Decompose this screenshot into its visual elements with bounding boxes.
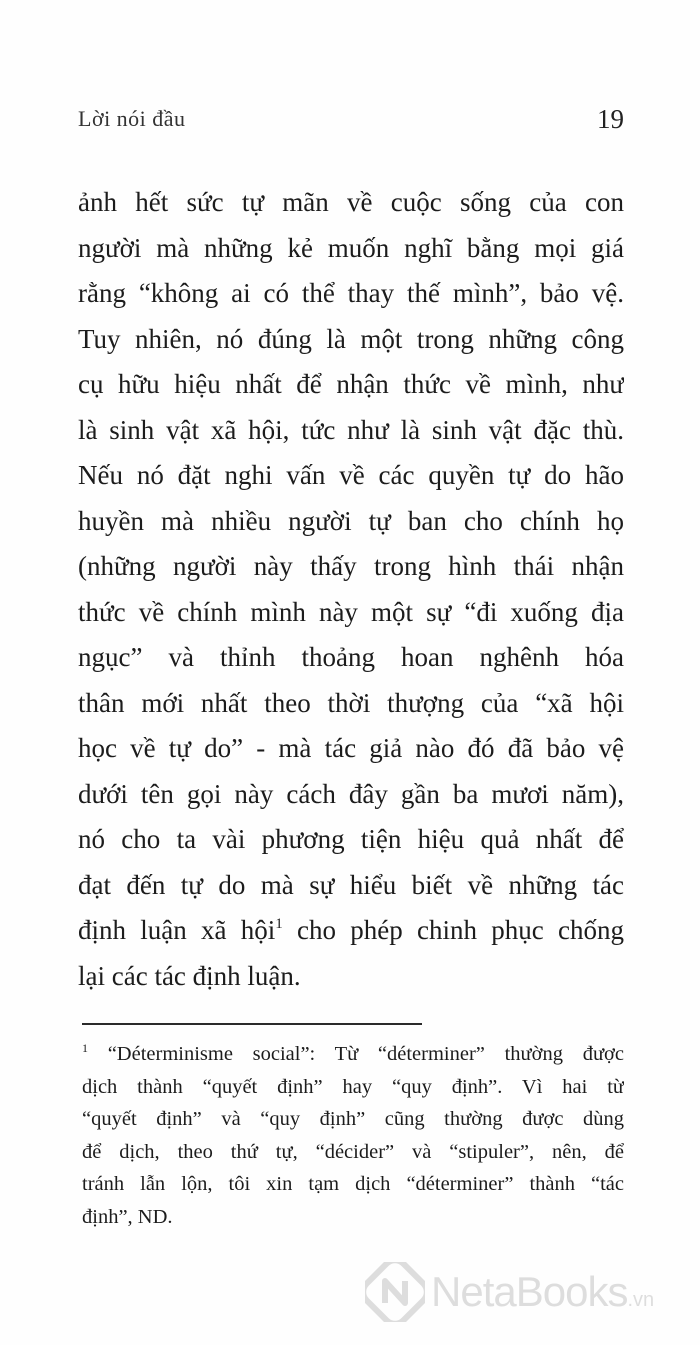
body-line-part: cho phép chinh phục chống [282, 915, 624, 945]
running-title: Lời nói đầu [78, 106, 186, 131]
footnote [82, 1038, 624, 1233]
footnote-line: dịch thành “quyết định” hay “quy định”. Vì hai từ [82, 1075, 624, 1098]
footnote-line [82, 1038, 624, 1071]
body-line: lại các tác định luận. [78, 960, 301, 991]
body-line: Tuy nhiên, nó đúng là một trong những công [78, 323, 624, 354]
footnote-line: tránh lẫn lộn, tôi xin tạm dịch “déterminer” thành “tác [82, 1173, 624, 1195]
watermark-brand: NetaBooks [431, 1268, 628, 1315]
body-line: ảnh hết sức tự mãn về cuộc sống của con [78, 187, 624, 217]
footnote-reference[interactable]: 1 [275, 916, 283, 932]
page-header [78, 106, 624, 142]
body-line: rằng “không ai có thể thay thế mình”, bảo vệ. [78, 278, 624, 308]
footnote-separator [82, 1023, 422, 1025]
footnote-line: để dịch, theo thứ tự, “décider” và “stipuler”, nên, để [82, 1140, 624, 1163]
watermark [365, 1262, 695, 1322]
body-line: huyền mà nhiều người tự ban cho chính họ [78, 505, 624, 536]
body-line-part: định luận xã hội [78, 915, 276, 945]
footnote-line: “quyết định” và “quy định” cũng thường được dùng [82, 1108, 624, 1130]
watermark-tld: .vn [627, 1289, 655, 1311]
page-number: 19 [597, 104, 624, 134]
body-line: học về tự do” - mà tác giả nào đó đã bảo vệ [78, 733, 624, 763]
body-text [78, 180, 624, 999]
footnote-marker: 1 [82, 1041, 88, 1055]
body-line: (những người này thấy trong hình thái nhận [78, 551, 624, 581]
body-line-with-footnote [78, 908, 624, 954]
body-line: nó cho ta vài phương tiện hiệu quả nhất để [78, 824, 624, 854]
body-line: ngục” và thỉnh thoảng hoan nghênh hóa [78, 642, 624, 672]
footnote-line-part: “Déterminisme social”: Từ “déterminer” thường được [88, 1043, 624, 1065]
watermark-text [431, 1268, 654, 1316]
body-line: là sinh vật xã hội, tức như là sinh vật đặc thù. [78, 414, 624, 445]
netabooks-logo-icon [365, 1262, 425, 1322]
footnote-line: định”, ND. [82, 1205, 173, 1228]
body-line: thức về chính mình này một sự “đi xuống địa [78, 596, 624, 627]
body-line: Nếu nó đặt nghi vấn về các quyền tự do hão [78, 460, 624, 490]
body-line: người mà những kẻ muốn nghĩ bằng mọi giá [78, 232, 624, 263]
body-line: dưới tên gọi này cách đây gần ba mươi năm), [78, 778, 624, 809]
body-line: đạt đến tự do mà sự hiểu biết về những tác [78, 869, 624, 900]
body-line: cụ hữu hiệu nhất để nhận thức về mình, như [78, 369, 624, 399]
body-line: thân mới nhất theo thời thượng của “xã hội [78, 687, 624, 718]
